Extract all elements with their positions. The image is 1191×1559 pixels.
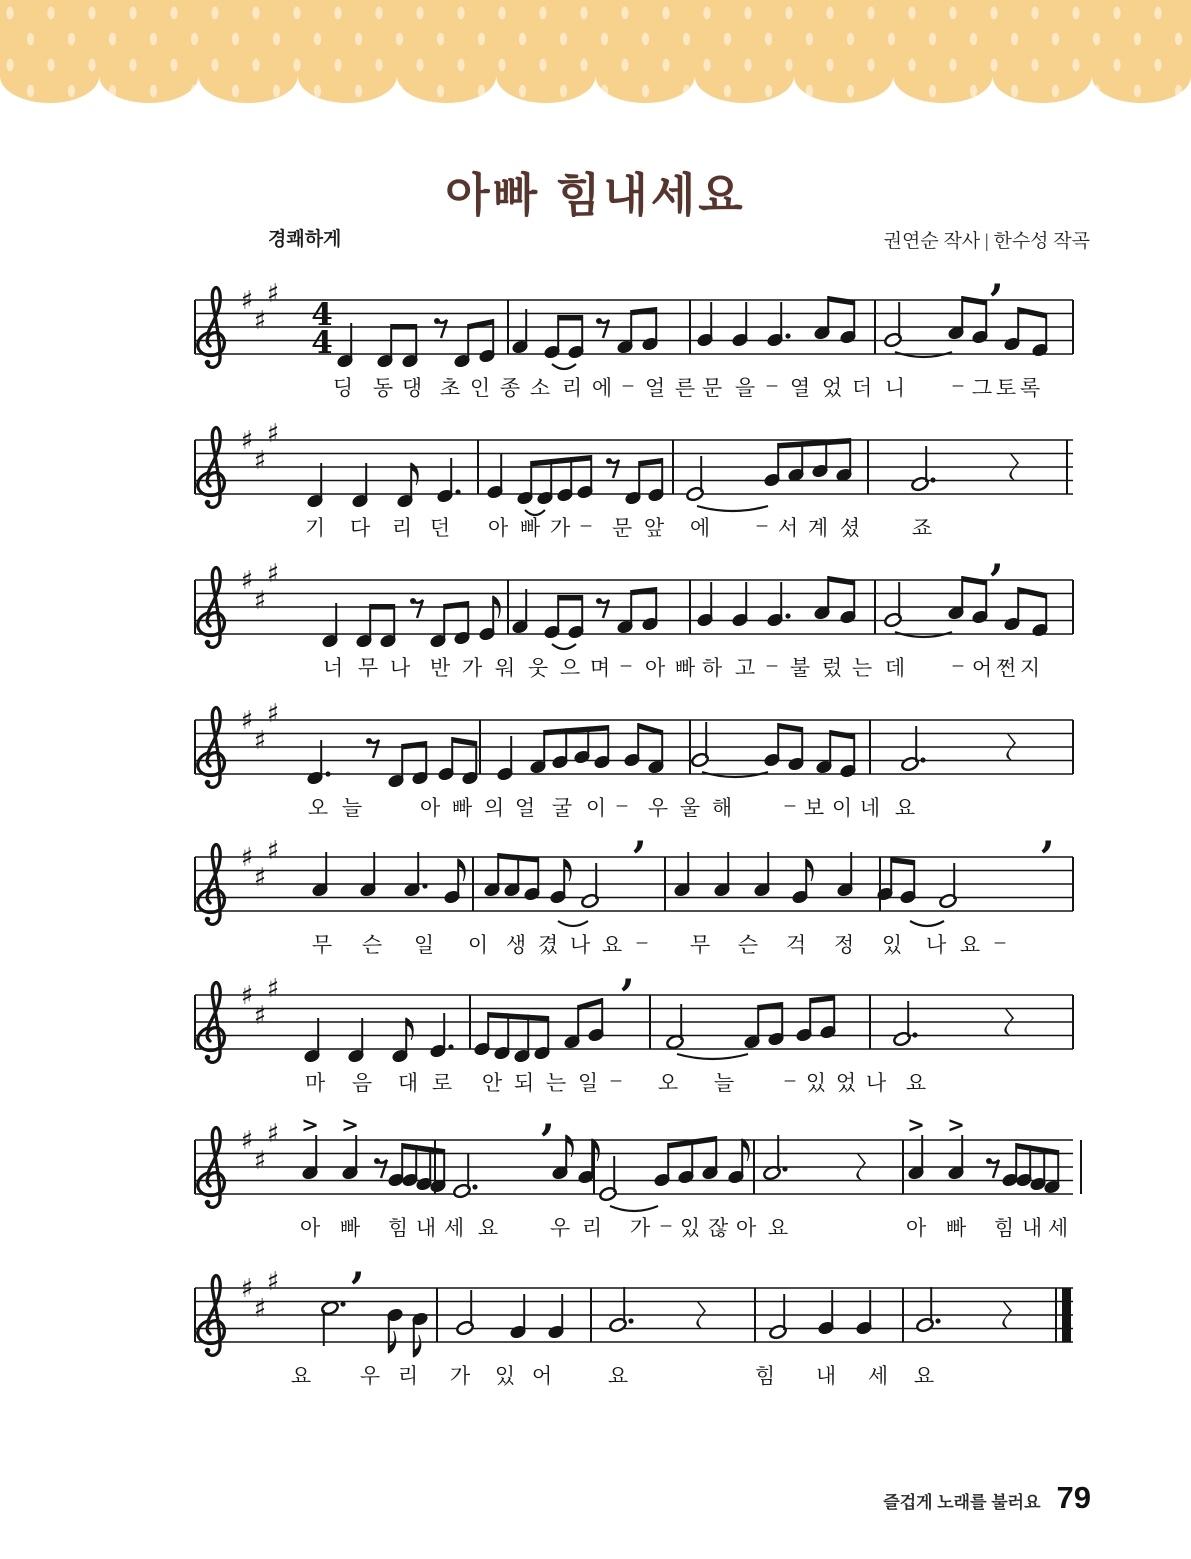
lyric-syllable: 죠	[911, 516, 933, 540]
lyric-syllable: 힘	[387, 1216, 409, 1240]
composer-credits: 권연순 작사 | 한수성 작곡	[883, 231, 1090, 252]
lyric-syllable: 토	[995, 376, 1017, 400]
lyric-syllable: 늘	[341, 796, 363, 820]
lyric-syllable: 나	[569, 933, 591, 957]
lyric-syllable: 세	[443, 1216, 465, 1240]
notes	[306, 438, 1019, 509]
lyric-syllable: 어	[531, 1364, 553, 1388]
barlines	[195, 1288, 1071, 1342]
lyric-syllable: 힘	[993, 1216, 1015, 1240]
staff-lines	[195, 440, 1073, 494]
lyric-syllable: 었	[835, 1071, 857, 1095]
lyric-syllable: 나	[389, 656, 411, 680]
lyric-syllable: 아	[735, 1216, 757, 1240]
svg-text:♯: ♯	[240, 426, 254, 456]
lyric-syllable: 이	[467, 933, 489, 957]
lyric-syllable: 었	[821, 376, 843, 400]
svg-text:♯: ♯	[253, 1146, 267, 1176]
key-signature	[241, 1119, 280, 1176]
lyric-syllable: 일	[413, 933, 435, 957]
lyric-syllable: 아	[487, 516, 509, 540]
lyric-syllable: 웃	[527, 656, 549, 680]
page-number: 79	[1056, 1480, 1091, 1515]
lyric-syllable: 마	[304, 1071, 326, 1095]
footer-caption: 즐겁게 노래를 불러요	[883, 1493, 1041, 1512]
lyric-syllable: 종	[499, 376, 521, 400]
lyric-syllable: 록	[1019, 376, 1041, 400]
lyric-syllable: 빠	[339, 1216, 361, 1240]
lyric-syllable: 불	[789, 656, 811, 680]
key-signature	[241, 836, 280, 893]
lyric-syllable: 던	[429, 516, 451, 540]
notes	[321, 576, 1048, 649]
lyric-syllable: 요	[959, 933, 981, 957]
key-signature	[241, 699, 280, 756]
lyric-syllable: –	[784, 792, 796, 816]
articulation-marks	[301, 1093, 965, 1211]
lyric-syllable: 요	[290, 1364, 312, 1388]
notes	[336, 296, 1048, 369]
lyric-syllable: 얼	[514, 796, 536, 820]
lyric-syllable: 내	[1021, 1216, 1043, 1240]
lyric-syllable: 해	[711, 796, 733, 820]
lyric-syllable: 더	[851, 376, 873, 400]
lyric-syllable: 데	[884, 656, 906, 680]
svg-text:♯: ♯	[240, 706, 254, 736]
staff-lines	[195, 720, 1073, 774]
svg-text:,: ,	[621, 948, 635, 995]
barlines	[195, 1140, 1081, 1194]
lyric-syllable: 워	[494, 656, 516, 680]
lyric-syllable: –	[766, 372, 778, 396]
svg-text:♯: ♯	[240, 981, 254, 1011]
svg-text:♯: ♯	[253, 1294, 267, 1324]
lyric-syllable: 빠	[451, 796, 473, 820]
key-signature	[241, 974, 280, 1031]
svg-text:>: >	[907, 1113, 925, 1137]
lyric-syllable: 문	[701, 376, 723, 400]
notes	[301, 1135, 1060, 1202]
lyric-syllable: 있	[805, 1071, 827, 1095]
svg-text:♯: ♯	[266, 1267, 280, 1297]
lyric-syllable: 며	[589, 656, 611, 680]
lyric-syllable: 대	[397, 1071, 419, 1095]
lyric-syllable: 음	[351, 1071, 373, 1095]
notes	[321, 1287, 1012, 1357]
lyric-syllable: 댕	[401, 376, 423, 400]
lyric-syllable: 요	[601, 933, 623, 957]
svg-text:,: ,	[990, 253, 1004, 300]
svg-text:♯: ♯	[240, 1274, 254, 1304]
lyric-syllable: –	[620, 652, 632, 676]
lyric-syllable: 네	[859, 796, 881, 820]
lyric-syllable: 인	[469, 376, 491, 400]
lyric-syllable: 앞	[643, 516, 665, 540]
treble-clef-icon	[198, 708, 225, 788]
lyric-syllable: 동	[372, 376, 394, 400]
svg-text:♯: ♯	[266, 836, 280, 866]
svg-text:♯: ♯	[266, 559, 280, 589]
svg-text:4: 4	[311, 297, 333, 333]
lyric-syllable: 가	[461, 656, 483, 680]
lyric-syllable: 는	[545, 1071, 567, 1095]
lyric-syllable: 기	[304, 516, 326, 540]
svg-text:4: 4	[311, 325, 333, 361]
lyric-syllable: 니	[884, 376, 906, 400]
treble-clef-icon	[198, 1128, 225, 1208]
treble-clef-icon	[198, 983, 225, 1063]
notes	[311, 852, 957, 909]
staff-lines	[195, 300, 1073, 354]
svg-text:♯: ♯	[253, 446, 267, 476]
lyric-syllable: 지	[1019, 656, 1041, 680]
lyric-syllable: 에	[591, 376, 613, 400]
lyric-syllable: 있	[881, 933, 903, 957]
lyric-syllable: 문	[611, 516, 633, 540]
lyric-syllable: 슨	[737, 933, 759, 957]
treble-clef-icon	[198, 288, 225, 368]
lyric-syllable: –	[622, 372, 634, 396]
lyric-syllable: 너	[322, 656, 344, 680]
lyric-syllable: 요	[477, 1216, 499, 1240]
lyric-syllable: 울	[679, 796, 701, 820]
svg-text:♯: ♯	[253, 1001, 267, 1031]
lyric-syllable: 걱	[785, 933, 807, 957]
lyric-syllable: 무	[311, 933, 333, 957]
lyric-syllable: 로	[431, 1071, 453, 1095]
lyric-syllable: 딩	[332, 376, 354, 400]
key-signature	[241, 559, 280, 616]
barlines	[195, 995, 1073, 1049]
lyric-syllable: 열	[789, 376, 811, 400]
svg-text:♯: ♯	[240, 843, 254, 873]
lyric-syllable: 생	[505, 933, 527, 957]
lyric-syllable: 반	[429, 656, 451, 680]
lyric-syllable: 세	[1047, 1216, 1069, 1240]
articulation-marks	[702, 772, 768, 777]
key-signature	[241, 419, 280, 476]
lyric-syllable: 보	[803, 796, 825, 820]
lyric-syllable: 으	[559, 656, 581, 680]
header-band-dots	[0, 0, 1191, 103]
articulation-marks	[558, 810, 1055, 926]
lyric-syllable: 리	[397, 1364, 419, 1388]
svg-text:,: ,	[351, 1241, 365, 1288]
treble-clef-icon	[198, 428, 225, 508]
lyric-syllable: 하	[701, 656, 723, 680]
lyric-syllable: 리	[391, 516, 413, 540]
lyric-syllable: 나	[865, 1071, 887, 1095]
treble-clef-icon	[198, 1276, 225, 1356]
staff-lines	[195, 995, 1073, 1049]
time-signature	[311, 297, 333, 361]
svg-text:>: >	[947, 1113, 965, 1137]
lyric-syllable: 나	[925, 933, 947, 957]
svg-text:♯: ♯	[266, 279, 280, 309]
lyric-syllable: 가	[449, 1364, 471, 1388]
lyric-syllable: 내	[415, 1216, 437, 1240]
lyric-syllable: 정	[833, 933, 855, 957]
svg-text:♯: ♯	[266, 1119, 280, 1149]
svg-text:,: ,	[541, 1093, 555, 1140]
svg-text:♯: ♯	[253, 586, 267, 616]
page-title: 아빠 힘내세요	[445, 168, 746, 221]
staff-lines	[195, 580, 1073, 634]
key-signature	[241, 1267, 280, 1324]
svg-text:♯: ♯	[266, 419, 280, 449]
lyric-syllable: 내	[815, 1364, 837, 1388]
treble-clef-icon	[198, 845, 225, 925]
lyric-syllable: 요	[767, 1216, 789, 1240]
lyric-syllable: 다	[349, 516, 371, 540]
footer	[883, 1480, 1091, 1516]
lyric-syllable: 슨	[361, 933, 383, 957]
lyric-syllable: –	[756, 512, 768, 536]
svg-text:,: ,	[1041, 810, 1055, 857]
lyric-syllable: 힘	[754, 1364, 776, 1388]
lyric-syllable: 굴	[551, 796, 573, 820]
lyric-syllable: 있	[494, 1364, 516, 1388]
lyric-syllable: 이	[831, 796, 853, 820]
lyric-syllable: 무	[689, 933, 711, 957]
tempo-marking: 경쾌하게	[268, 229, 342, 250]
staff-lines	[195, 857, 1073, 911]
lyric-syllable: –	[616, 792, 628, 816]
lyric-syllable: 에	[689, 516, 711, 540]
lyric-syllable: 의	[483, 796, 505, 820]
lyric-syllable: –	[580, 512, 592, 536]
svg-text:♯: ♯	[240, 286, 254, 316]
lyric-syllable: 세	[867, 1364, 889, 1388]
lyric-syllable: –	[784, 1067, 796, 1091]
lyric-syllable: 리	[561, 376, 583, 400]
lyric-syllable: 우	[549, 1216, 571, 1240]
staff-lines	[195, 1140, 1073, 1194]
lyric-syllable: 빠	[519, 516, 541, 540]
lyric-syllable: 되	[513, 1071, 535, 1095]
lyric-syllable: 는	[851, 656, 873, 680]
lyric-syllable: 소	[529, 376, 551, 400]
lyric-syllable: 아	[419, 796, 441, 820]
svg-text:>: >	[341, 1113, 359, 1137]
lyric-syllable: 요	[905, 1071, 927, 1095]
lyric-syllable: 른	[674, 376, 696, 400]
lyric-syllable: 고	[734, 656, 756, 680]
key-signature	[241, 279, 280, 336]
svg-text:♯: ♯	[240, 566, 254, 596]
staff-lines	[195, 1288, 1073, 1342]
barlines	[195, 440, 1067, 494]
notes	[303, 995, 1014, 1064]
lyric-syllable: 늘	[713, 1071, 735, 1095]
lyric-syllable: 일	[577, 1071, 599, 1095]
lyric-syllable: 이	[585, 796, 607, 820]
articulation-marks	[552, 533, 1004, 649]
lyric-syllable: 요	[913, 1364, 935, 1388]
lyric-syllable: 렀	[821, 656, 843, 680]
lyric-syllable: –	[994, 929, 1006, 953]
svg-text:♯: ♯	[240, 1126, 254, 1156]
lyric-syllable: 요	[894, 796, 916, 820]
treble-clef-icon	[198, 568, 225, 648]
svg-text:♯: ♯	[253, 306, 267, 336]
articulation-marks	[351, 1241, 365, 1288]
svg-text:♯: ♯	[253, 863, 267, 893]
lyric-syllable: –	[610, 1067, 622, 1091]
lyric-syllable: 빠	[674, 656, 696, 680]
lyric-syllable: –	[660, 1212, 672, 1236]
lyric-syllable: 쩐	[995, 656, 1017, 680]
barlines	[195, 857, 1073, 911]
lyric-syllable: 리	[581, 1216, 603, 1240]
barlines	[195, 300, 1073, 354]
lyric-syllable: 계	[807, 516, 829, 540]
lyric-syllable: 우	[359, 1364, 381, 1388]
lyric-syllable: 잖	[707, 1216, 729, 1240]
lyric-syllable: 셨	[839, 516, 861, 540]
lyric-syllable: 그	[971, 376, 993, 400]
lyric-syllable: –	[636, 929, 648, 953]
notes	[306, 722, 1016, 789]
lyric-syllable: 가	[549, 516, 571, 540]
lyric-syllable: 우	[647, 796, 669, 820]
lyric-syllable: 을	[734, 376, 756, 400]
svg-text:>: >	[301, 1113, 319, 1137]
barlines	[195, 580, 1073, 634]
lyric-syllable: 아	[905, 1216, 927, 1240]
lyric-syllable: 요	[607, 1364, 629, 1388]
articulation-marks	[621, 948, 748, 1059]
lyric-syllable: 안	[481, 1071, 503, 1095]
barlines	[195, 720, 1073, 774]
lyric-syllable: –	[952, 372, 964, 396]
lyric-syllable: 서	[777, 516, 799, 540]
articulation-marks	[552, 253, 1004, 369]
lyric-syllable: 어	[971, 656, 993, 680]
lyric-syllable: 초	[439, 376, 461, 400]
decorative-header-band	[0, 0, 1191, 112]
svg-text:♯: ♯	[253, 726, 267, 756]
lyric-syllable: 겼	[537, 933, 559, 957]
lyric-syllable: 아	[299, 1216, 321, 1240]
svg-text:♯: ♯	[266, 974, 280, 1004]
lyric-syllable: 있	[679, 1216, 701, 1240]
svg-text:,: ,	[990, 533, 1004, 580]
svg-text:,: ,	[633, 810, 647, 857]
lyric-syllable: 얼	[644, 376, 666, 400]
lyric-syllable: –	[952, 652, 964, 676]
svg-text:♯: ♯	[266, 699, 280, 729]
lyric-syllable: 빠	[945, 1216, 967, 1240]
lyric-syllable: 아	[644, 656, 666, 680]
lyric-syllable: –	[766, 652, 778, 676]
lyric-syllable: 무	[357, 656, 379, 680]
lyric-syllable: 오	[307, 796, 329, 820]
lyric-syllable: 오	[657, 1071, 679, 1095]
lyric-syllable: 가	[629, 1216, 651, 1240]
